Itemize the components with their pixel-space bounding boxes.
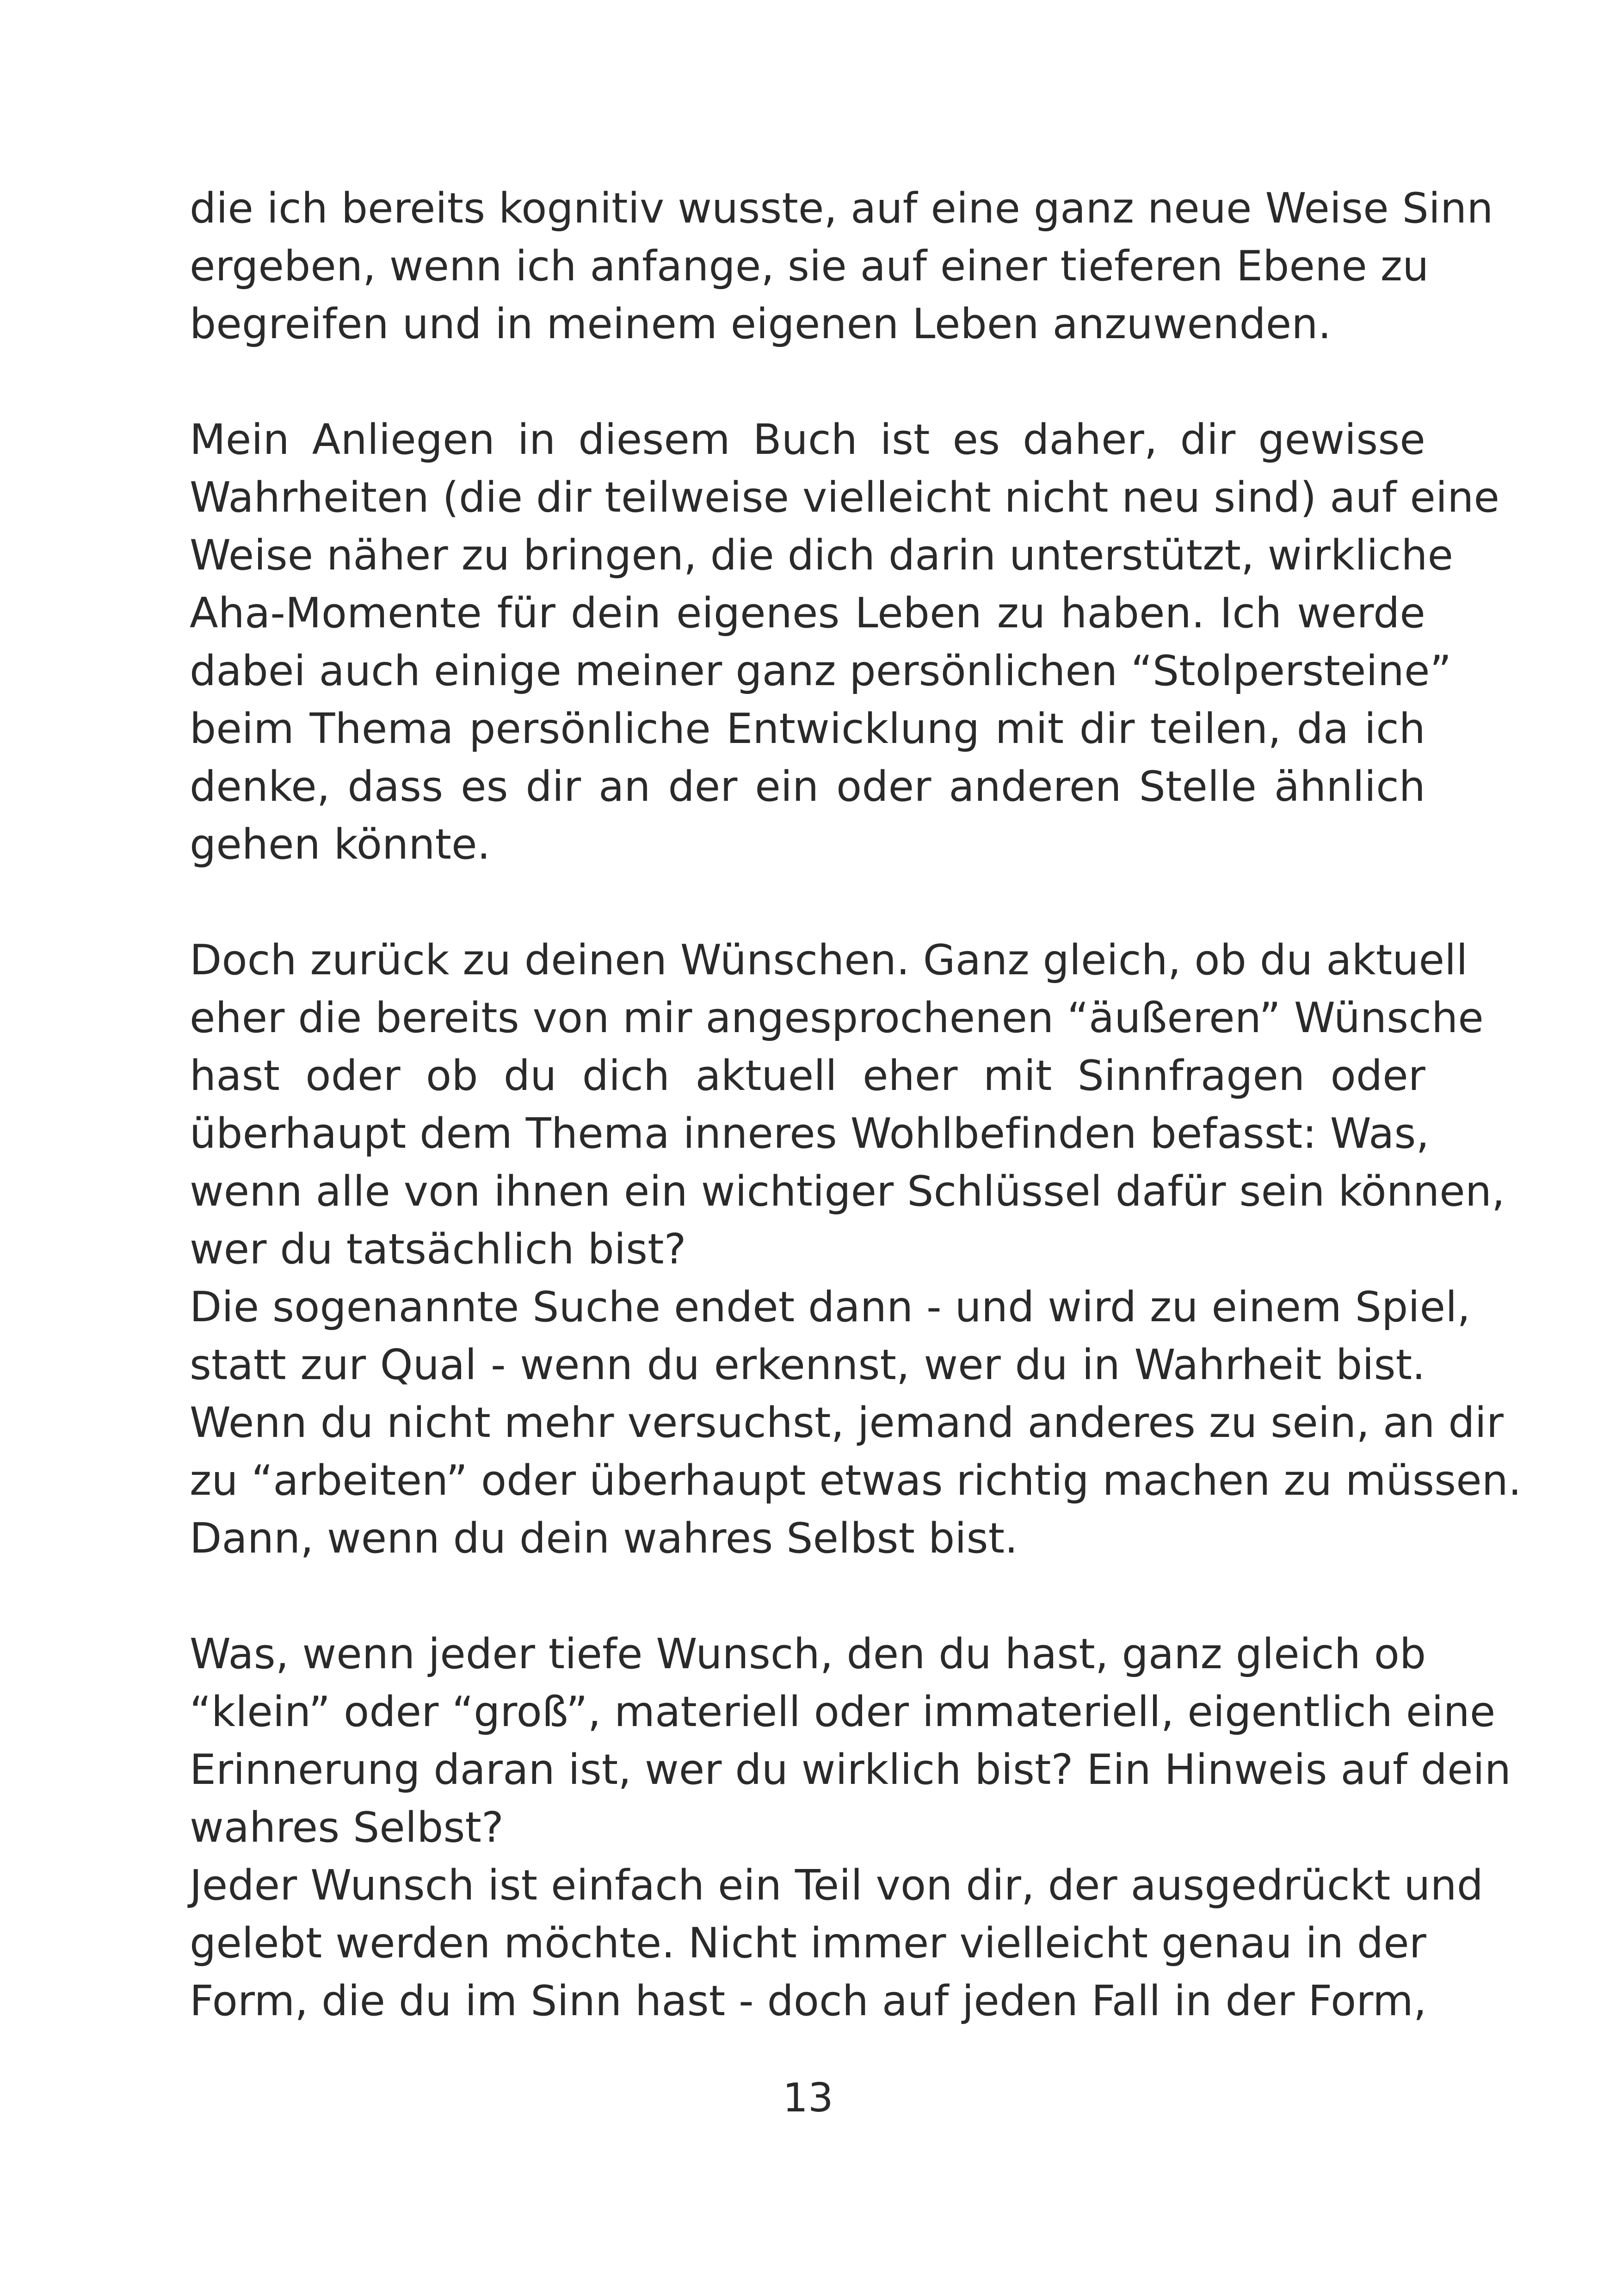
paragraph: [190, 1857, 1484, 2030]
text-line: zu “arbeiten” oder überhaupt etwas richtig machen zu müssen.: [190, 1456, 1522, 1505]
text-line: eher die bereits von mir angesprochenen “äußeren” Wünsche: [190, 994, 1484, 1042]
paragraph: [190, 931, 1505, 1278]
text-line: hast oder ob du dich aktuell eher mit Sinnfragen oder: [190, 1052, 1425, 1100]
text-line: dabei auch einige meiner ganz persönlichen “Stolpersteine”: [190, 647, 1452, 695]
text-line: die ich bereits kognitiv wusste, auf eine ganz neue Weise Sinn: [190, 184, 1493, 233]
paragraph-gap: [190, 873, 1425, 931]
text-line: Doch zurück zu deinen Wünschen. Ganz gleich, ob du aktuell: [190, 936, 1468, 984]
text-line: wahres Selbst?: [190, 1803, 504, 1852]
paragraph: [190, 179, 1493, 353]
paragraph: [190, 1625, 1511, 1857]
paragraph-gap: [190, 1567, 1425, 1625]
text-line: Wenn du nicht mehr versuchst, jemand anderes zu sein, an dir: [190, 1399, 1504, 1447]
text-line: denke, dass es dir an der ein oder anderen Stelle ähnlich: [190, 762, 1425, 811]
page-number: 13: [783, 2075, 833, 2121]
text-line: Weise näher zu bringen, die dich darin unterstützt, wirkliche: [190, 531, 1454, 580]
text-line: statt zur Qual - wenn du erkennst, wer du in Wahrheit bist.: [190, 1341, 1425, 1389]
text-line: Erinnerung daran ist, wer du wirklich bist? Ein Hinweis auf dein: [190, 1745, 1511, 1794]
text-line: Jeder Wunsch ist einfach ein Teil von dir, der ausgedrückt und: [190, 1861, 1484, 1910]
text-line: begreifen und in meinem eigenen Leben anzuwenden.: [190, 300, 1332, 348]
page-body: [190, 179, 1522, 2030]
text-line: Form, die du im Sinn hast - doch auf jeden Fall in der Form,: [190, 1977, 1427, 2025]
text-line: Was, wenn jeder tiefe Wunsch, den du hast, ganz gleich ob: [190, 1630, 1426, 1678]
text-line: Dann, wenn du dein wahres Selbst bist.: [190, 1514, 1018, 1563]
text-line: beim Thema persönliche Entwicklung mit dir teilen, da ich: [190, 705, 1425, 753]
text-line: gehen könnte.: [190, 820, 491, 869]
text-line: gelebt werden möchte. Nicht immer vielleicht genau in der: [190, 1919, 1427, 1968]
text-line: Wahrheiten (die dir teilweise vielleicht nicht neu sind) auf eine: [190, 473, 1500, 522]
text-line: Die sogenannte Suche endet dann - und wird zu einem Spiel,: [190, 1283, 1471, 1331]
text-line: Mein Anliegen in diesem Buch ist es daher, dir gewisse: [190, 415, 1425, 464]
paragraph: [190, 411, 1500, 873]
text-line: Aha-Momente für dein eigenes Leben zu haben. Ich werde: [190, 589, 1425, 637]
paragraph: [190, 1278, 1522, 1567]
text-line: wer du tatsächlich bist?: [190, 1225, 686, 1274]
text-line: wenn alle von ihnen ein wichtiger Schlüssel dafür sein können,: [190, 1167, 1505, 1216]
paragraph-gap: [190, 353, 1425, 411]
text-line: überhaupt dem Thema inneres Wohlbefinden befasst: Was,: [190, 1109, 1430, 1158]
text-line: ergeben, wenn ich anfange, sie auf einer tieferen Ebene zu: [190, 242, 1429, 291]
text-line: “klein” oder “groß”, materiell oder immateriell, eigentlich eine: [190, 1688, 1496, 1736]
